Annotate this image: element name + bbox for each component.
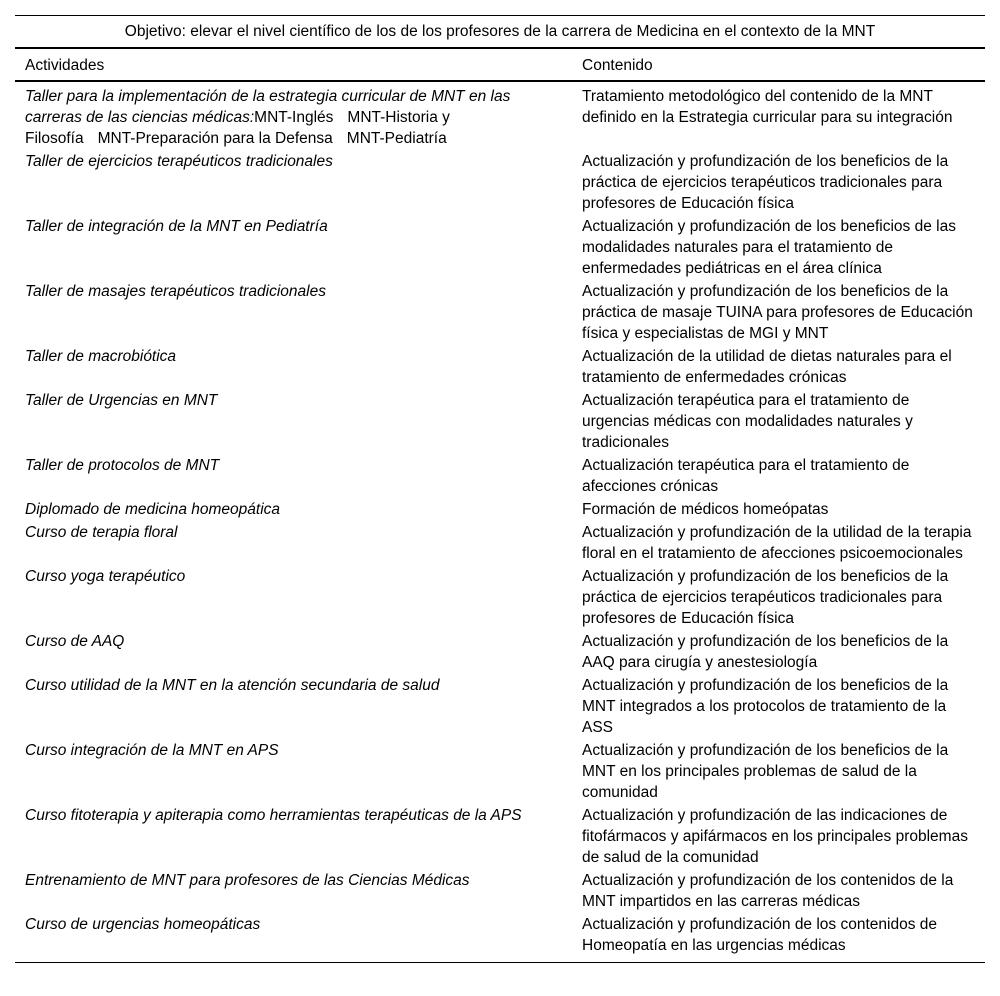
content-cell: Tratamiento metodológico del contenido de la MNT definido en la Estrategia curricular para su integración: [582, 88, 953, 126]
subitem: MNT-Preparación para la Defensa: [97, 130, 333, 147]
activity-cell: [15, 81, 572, 150]
table-row: [15, 150, 985, 215]
activity-cell: Curso de terapia floral: [25, 524, 178, 541]
subitem: MNT-Historia y Filosofía: [25, 109, 450, 147]
header-content: Contenido: [572, 49, 985, 81]
table-row: [15, 498, 985, 521]
activities-table-container: [15, 15, 985, 963]
table-row: [15, 913, 985, 963]
activity-cell: Entrenamiento de MNT para profesores de las Ciencias Médicas: [25, 872, 470, 889]
table-row: [15, 521, 985, 565]
activity-cell: Taller de protocolos de MNT: [25, 457, 220, 474]
content-cell: Formación de médicos homeópatas: [582, 501, 829, 518]
content-cell: Actualización terapéutica para el tratamiento de urgencias médicas con modalidades naturales y tradicionales: [582, 392, 913, 451]
table-row: [15, 869, 985, 913]
content-cell: Actualización de la utilidad de dietas naturales para el tratamiento de enfermedades crónicas: [582, 348, 952, 386]
content-cell: Actualización terapéutica para el tratamiento de afecciones crónicas: [582, 457, 910, 495]
subitem: MNT-Pediatría: [346, 130, 447, 147]
content-cell: Actualización y profundización de los contenidos de Homeopatía en las urgencias médicas: [572, 913, 985, 963]
content-cell: Actualización y profundización de los beneficios de la práctica de ejercicios terapéuticos tradicionales para profesores de Educación física: [582, 568, 949, 627]
table-row: [15, 389, 985, 454]
table-row: [15, 81, 985, 150]
activity-cell: Curso de AAQ: [25, 633, 125, 650]
activity-cell: Diplomado de medicina homeopática: [25, 501, 281, 518]
content-cell: Actualización y profundización de las indicaciones de fitofármacos y apifármacos en los principales problemas de salud de la comunidad: [582, 807, 968, 866]
table-row: [15, 345, 985, 389]
table-row: [15, 215, 985, 280]
subitem: MNT-Inglés: [254, 109, 334, 126]
table-row: [15, 674, 985, 739]
content-cell: Actualización y profundización de los beneficios de la MNT integrados a los protocolos de tratamiento de la ASS: [582, 677, 949, 736]
table-row: [15, 565, 985, 630]
content-cell: Actualización y profundización de los beneficios de la práctica de masaje TUINA para profesores de Educación física y especialistas de MGI y MNT: [582, 283, 973, 342]
content-cell: Actualización y profundización de la utilidad de la terapia floral en el tratamiento de afecciones psicoemocionales: [582, 524, 972, 562]
table-row: [15, 454, 985, 498]
content-cell: Actualización y profundización de los beneficios de la MNT en los principales problemas de salud de la comunidad: [582, 742, 949, 801]
header-activities: Actividades: [15, 49, 572, 81]
content-cell: Actualización y profundización de los beneficios de la práctica de ejercicios terapéuticos tradicionales para profesores de Educación física: [582, 153, 949, 212]
activity-cell: Taller de integración de la MNT en Pediatría: [25, 218, 328, 235]
table-row: [15, 280, 985, 345]
content-cell: Actualización y profundización de los beneficios de la AAQ para cirugía y anestesiología: [582, 633, 949, 671]
content-cell: Actualización y profundización de los beneficios de las modalidades naturales para el tratamiento de enfermedades pediátricas en el área clínica: [582, 218, 956, 277]
activity-cell: Curso yoga terapéutico: [25, 568, 186, 585]
table-row: [15, 804, 985, 869]
table-row: [15, 630, 985, 674]
activity-cell: Curso utilidad de la MNT en la atención secundaria de salud: [25, 677, 440, 694]
activity-cell: Taller de Urgencias en MNT: [25, 392, 218, 409]
activity-text: Taller para la implementación de la estrategia curricular de MNT en las carreras de las ciencias médicas:: [25, 88, 511, 126]
table-caption: Objetivo: elevar el nivel científico de los de los profesores de la carrera de Medicina en el contexto de la MNT: [15, 15, 985, 49]
table-row: [15, 739, 985, 804]
activity-cell: Taller de masajes terapéuticos tradicionales: [25, 283, 326, 300]
table-header-row: [15, 49, 985, 81]
activity-cell: Taller de macrobiótica: [25, 348, 177, 365]
activity-cell: Curso fitoterapia y apiterapia como herramientas terapéuticas de la APS: [25, 807, 522, 824]
activity-cell: Curso de urgencias homeopáticas: [15, 913, 572, 963]
activities-table: [15, 49, 985, 963]
activity-cell: Curso integración de la MNT en APS: [25, 742, 279, 759]
content-cell: Actualización y profundización de los contenidos de la MNT impartidos en las carreras médicas: [582, 872, 954, 910]
activity-cell: Taller de ejercicios terapéuticos tradicionales: [25, 153, 333, 170]
